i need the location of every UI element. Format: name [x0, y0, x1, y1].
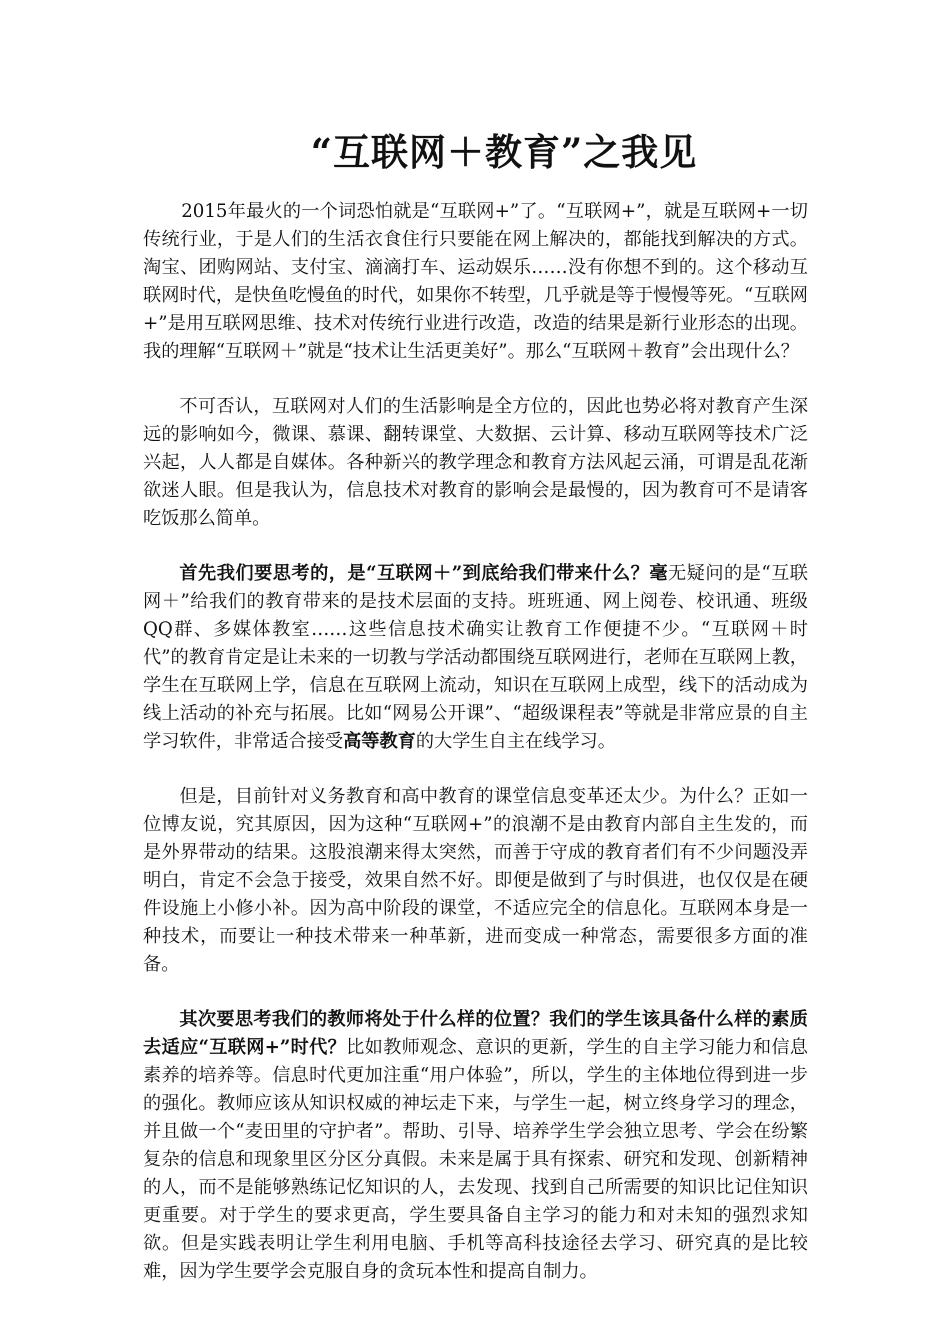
paragraph-1-text: 2015年最火的一个词恐怕就是“互联网+”了。“互联网+”，就是互联网+一切传统行业，于是人们的生活衣食住行只要能在网上解决的，都能找到解决的方式。淘宝、团购网站、支付宝、滴滴打车、运动娱乐……没有你想不到的。这个移动互联网时代，是快鱼吃慢鱼的时代，如果你不转型，几乎就是等于慢慢等死。“互联网+”是用互联网思维、技术对传统行业进行改造，改造的结果是新行业形态的出现。我的理解“互联网＋”就是“技术让生活更美好”。那么“互联网＋教育”会出现什么？ — [143, 201, 808, 362]
document-title: “互联网＋教育”之我见 — [310, 130, 698, 174]
paragraph-5-text: 比如教师观念、意识的更新，学生的自主学习能力和信息素养的培养等。信息时代更加注重“用户体验”，所以，学生的主体地位得到进一步的强化。教师应该从知识权威的神坛走下来，与学生一起，树立终身学习的理念，并且做一个“麦田里的守护者”。帮助、引导、培养学生学会独立思考、学会在纷繁复杂的信息和现象里区分区分真假。未来是属于具有探索、研究和发现、创新精神的人，而不是能够熟练记忆知识的人，去发现、找到自己所需要的知识比记住知识更重要。对于学生的要求更高，学生要具备自主学习的能力和对未知的强烈求知欲。但是实践表明让学生利用电脑、手机等高科技途径去学习、研究真的是比较难，因为学生要学会克服自身的贪玩本性和提高自制力。 — [143, 1037, 808, 1282]
paragraph-2 — [143, 393, 808, 533]
paragraph-2-text: 不可否认，互联网对人们的生活影响是全方位的，因此也势必将对教育产生深远的影响如今，微课、慕课、翻转课堂、大数据、云计算、移动互联网等技术广泛兴起，人人都是自媒体。各种新兴的教学理念和教育方法风起云涌，可谓是乱花渐欲迷人眼。但是我认为，信息技术对教育的影响会是最慢的，因为教育可不是请客吃饭那么简单。 — [143, 396, 808, 529]
paragraph-4 — [143, 783, 808, 979]
paragraph-5 — [143, 1006, 808, 1286]
paragraph-4-text: 但是，目前针对义务教育和高中教育的课堂信息变革还太少。为什么？正如一位博友说，究其原因，因为这种“互联网+”的浪潮不是由教育内部自主生发的，而是外界带动的结果。这股浪潮来得太突然，而善于守成的教育者们有不少问题没弄明白，肯定不会急于接受，效果自然不好。即便是做到了与时俱进，也仅仅是在硬件设施上小修小补。因为高中阶段的课堂，不适应完全的信息化。互联网本身是一种技术，而要让一种技术带来一种革新，进而变成一种常态，需要很多方面的准备。 — [143, 786, 808, 975]
paragraph-3-bold-lead: 首先我们要思考的，是“互联网＋”到底给我们带来什么？毫 — [179, 563, 668, 584]
paragraph-3-bold-term: 高等教育 — [343, 731, 416, 752]
document-body — [143, 198, 808, 1313]
paragraph-5-bold-lead: 其次要思考我们的教师将处于什么样的位置？我们的学生该具备什么样的素质去适应“互联网+”时代？ — [143, 1009, 808, 1058]
paragraph-3-text: 无疑问的是“互联网＋”给我们的教育带来的是技术层面的支持。班班通、网上阅卷、校讯通、班级QQ群、多媒体教室……这些信息技术确实让教育工作便捷不少。“互联网＋时代”的教育肯定是让未来的一切教与学活动都围绕互联网进行，老师在互联网上教，学生在互联网上学，信息在互联网上流动，知识在互联网上成型，线下的活动成为线上活动的补充与拓展。比如“网易公开课”、“超级课程表”等就是非常应景的自主学习软件，非常适合接受 — [143, 563, 808, 752]
paragraph-3 — [143, 560, 808, 756]
paragraph-3-text-end: 的大学生自主在线学习。 — [415, 731, 616, 752]
paragraph-1 — [143, 198, 808, 366]
